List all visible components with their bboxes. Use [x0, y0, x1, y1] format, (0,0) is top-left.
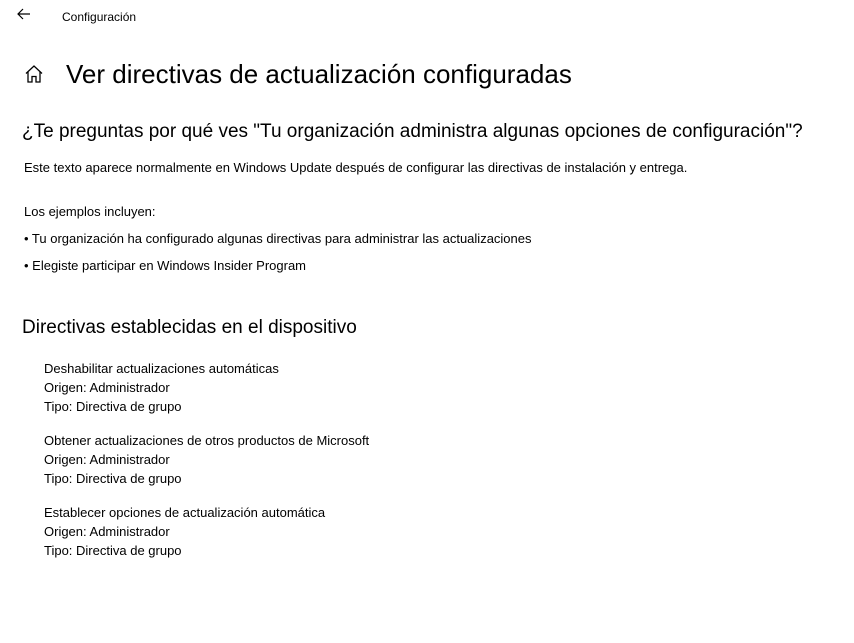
- example-item: • Elegiste participar en Windows Insider Program: [24, 258, 307, 273]
- app-title: Configuración: [62, 10, 137, 24]
- back-arrow-icon: [17, 7, 31, 25]
- policy-type: Tipo: Directiva de grupo: [44, 543, 182, 558]
- description-text: Este texto aparece normalmente en Windows Update después de configurar las directivas de instalación y entrega.: [24, 160, 688, 175]
- page-title: Ver directivas de actualización configuradas: [66, 59, 572, 89]
- policy-origin: Origen: Administrador: [44, 452, 170, 467]
- policy-type: Tipo: Directiva de grupo: [44, 471, 182, 486]
- examples-label: Los ejemplos incluyen:: [24, 204, 156, 219]
- title-bar: [0, 0, 854, 32]
- home-icon[interactable]: [20, 60, 48, 88]
- example-item: • Tu organización ha configurado algunas directivas para administrar las actualizaciones: [24, 231, 532, 246]
- question-heading: ¿Te preguntas por qué ves "Tu organización administra algunas opciones de configuración"?: [22, 121, 803, 142]
- policy-name: Deshabilitar actualizaciones automáticas: [44, 361, 279, 376]
- policy-item: [44, 431, 369, 488]
- back-button[interactable]: [8, 0, 40, 32]
- policies-section-title: Directivas establecidas en el dispositivo: [22, 317, 357, 338]
- page-header: [20, 54, 572, 94]
- policy-origin: Origen: Administrador: [44, 524, 170, 539]
- policy-item: [44, 359, 279, 416]
- policy-origin: Origen: Administrador: [44, 380, 170, 395]
- policy-name: Obtener actualizaciones de otros productos de Microsoft: [44, 433, 370, 448]
- policy-name: Establecer opciones de actualización automática: [44, 505, 326, 520]
- policy-item: [44, 503, 325, 560]
- policy-type: Tipo: Directiva de grupo: [44, 399, 182, 414]
